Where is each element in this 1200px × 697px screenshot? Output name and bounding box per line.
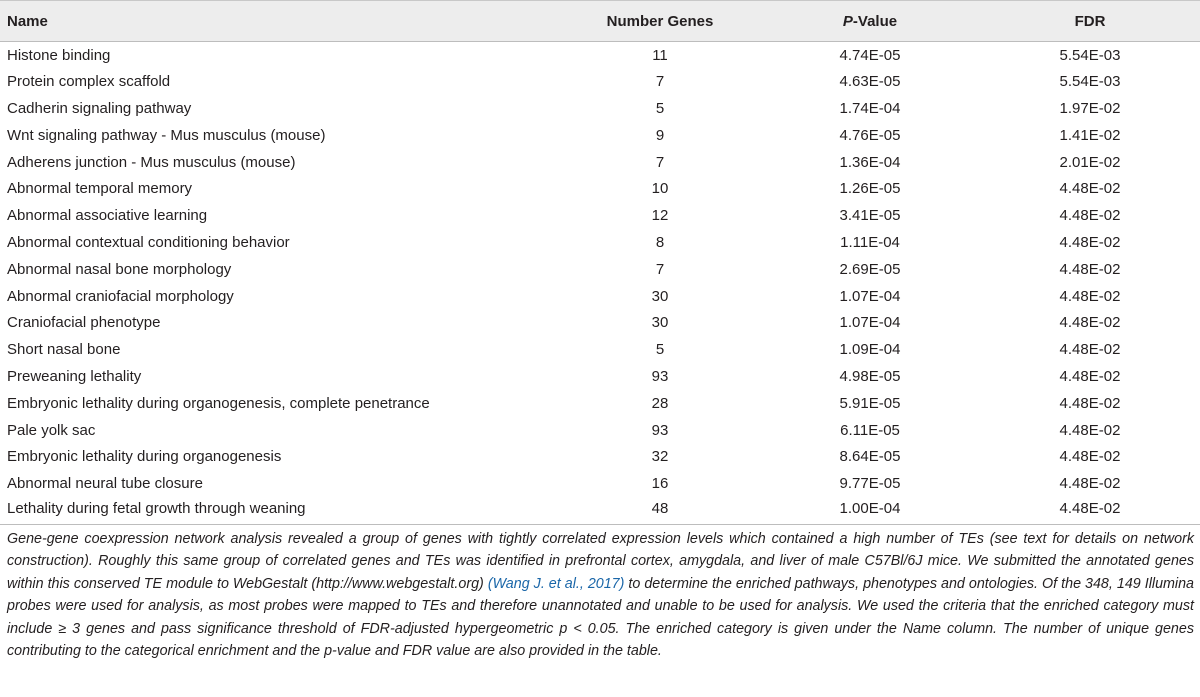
number-genes-cell: 28: [651, 394, 669, 412]
table-row: [0, 336, 1200, 363]
table-row: [0, 175, 1200, 202]
name-cell: Cadherin signaling pathway: [7, 99, 192, 117]
number-genes-cell: 48: [651, 499, 669, 517]
fdr-cell: 1.97E-02: [1059, 99, 1121, 117]
p-value-cell: 1.74E-04: [839, 99, 901, 117]
number-genes-cell: 5: [655, 99, 665, 117]
name-cell: Short nasal bone: [7, 341, 121, 359]
fdr-cell: 5.54E-03: [1059, 73, 1121, 91]
fdr-cell: 4.48E-02: [1059, 448, 1121, 466]
table-row: [0, 42, 1200, 69]
fdr-cell: 4.48E-02: [1059, 180, 1121, 198]
name-cell: Pale yolk sac: [7, 421, 96, 439]
table-row: [0, 283, 1200, 310]
name-cell: Craniofacial phenotype: [7, 314, 161, 332]
table-row: [0, 68, 1200, 95]
p-value-cell: 1.26E-05: [839, 180, 901, 198]
number-genes-cell: 32: [651, 448, 669, 466]
table-row: [0, 443, 1200, 470]
table-row: [0, 363, 1200, 390]
table-row: [0, 122, 1200, 149]
fdr-cell: 4.48E-02: [1059, 314, 1121, 332]
number-genes-cell: 9: [655, 126, 665, 144]
p-value-cell: 1.36E-04: [839, 153, 901, 171]
name-cell: Abnormal nasal bone morphology: [7, 260, 232, 278]
name-cell: Preweaning lethality: [7, 367, 142, 385]
number-genes-cell: 5: [655, 341, 665, 359]
name-cell: Abnormal associative learning: [7, 207, 208, 225]
number-genes-cell: 30: [651, 287, 669, 305]
p-value-cell: 8.64E-05: [839, 448, 901, 466]
table-row: [0, 202, 1200, 229]
p-value-cell: 1.09E-04: [839, 341, 901, 359]
number-genes-cell: 11: [652, 46, 668, 64]
name-cell: Protein complex scaffold: [7, 73, 171, 91]
table-footnote: [0, 525, 1200, 663]
number-genes-cell: 93: [651, 421, 669, 439]
number-genes-cell: 10: [651, 180, 669, 198]
citation-link[interactable]: (Wang J. et al., 2017): [487, 575, 625, 592]
name-cell: Abnormal neural tube closure: [7, 475, 203, 493]
name-cell: Lethality during fetal growth through weaning: [7, 499, 306, 517]
p-value-header-italic-p: P: [842, 12, 853, 30]
p-value-cell: 9.77E-05: [839, 475, 901, 493]
name-cell: Abnormal craniofacial morphology: [7, 287, 234, 305]
p-value-cell: 1.07E-04: [839, 314, 901, 332]
p-value-cell: 1.07E-04: [839, 287, 901, 305]
fdr-cell: 5.54E-03: [1059, 46, 1121, 64]
table-row: [0, 149, 1200, 176]
number-genes-cell: 7: [655, 260, 665, 278]
table-row: [0, 229, 1200, 256]
p-value-cell: 5.91E-05: [839, 394, 901, 412]
table-body: [0, 42, 1200, 524]
table-row: [0, 95, 1200, 122]
number-genes-cell: 7: [655, 153, 665, 171]
name-cell: Embryonic lethality during organogenesis, complete penetrance: [7, 394, 430, 412]
name-cell: Abnormal contextual conditioning behavior: [7, 233, 290, 251]
fdr-cell: 4.48E-02: [1059, 341, 1121, 359]
fdr-cell: 4.48E-02: [1059, 260, 1121, 278]
p-value-cell: 4.76E-05: [839, 126, 901, 144]
number-genes-cell: 30: [651, 314, 669, 332]
name-cell: Abnormal temporal memory: [7, 180, 193, 198]
p-value-cell: 4.74E-05: [839, 46, 901, 64]
number-genes-column-header: Number Genes: [606, 12, 714, 30]
p-value-cell: 6.11E-05: [840, 421, 900, 439]
name-cell: Histone binding: [7, 46, 111, 64]
p-value-cell: 2.69E-05: [839, 260, 901, 278]
number-genes-cell: 93: [651, 367, 669, 385]
table-row: [0, 309, 1200, 336]
p-value-cell: 3.41E-05: [839, 207, 901, 225]
p-value-column-header: [760, 1, 980, 42]
name-cell: Embryonic lethality during organogenesis: [7, 448, 282, 466]
table-row: [0, 470, 1200, 497]
table-bottom-rule: [0, 524, 1200, 525]
fdr-cell: 4.48E-02: [1059, 394, 1121, 412]
table-row: [0, 256, 1200, 283]
p-value-header-suffix: -Value: [852, 12, 898, 30]
name-cell: Wnt signaling pathway - Mus musculus (mouse): [7, 126, 326, 144]
fdr-cell: 4.48E-02: [1059, 421, 1121, 439]
fdr-cell: 2.01E-02: [1059, 153, 1121, 171]
footnote-text-part2: to determine the enriched pathways, phenotypes and ontologies. Of the 348, 149 Illumina probes were used for analysis, as most probes were mapped to TEs and therefore unannotated and unable to be used for analysis. We used the criteria that the enriched category must include ≥ 3 genes and pass significance threshold of FDR-adjusted hypergeometric p < 0.05. The enriched category is given under the Name column. The number of unique genes contributing to the categorical enrichment and the p-value and FDR value are also provided in the table.: [7, 575, 1195, 660]
name-cell: Adherens junction - Mus musculus (mouse): [7, 153, 296, 171]
p-value-cell: 1.00E-04: [839, 499, 901, 517]
fdr-column-header: FDR: [1074, 12, 1106, 30]
number-genes-cell: 8: [655, 233, 665, 251]
table-row: [0, 417, 1200, 444]
fdr-cell: 1.41E-02: [1059, 126, 1121, 144]
fdr-cell: 4.48E-02: [1059, 499, 1121, 517]
fdr-cell: 4.48E-02: [1059, 233, 1121, 251]
footnote-text-part1: Gene-gene coexpression network analysis revealed a group of genes with tightly correlated expression levels which contained a high number of TEs (see text for details on network construction). Roughly this same group of correlated genes and TEs was identified in prefrontal cortex, amygdala, and liver of male C57Bl/6J mice. We submitted the annotated genes within this conserved TE module to WebGestalt (http://www.webgestalt.org): [7, 530, 1194, 592]
name-column-header: Name: [7, 12, 48, 30]
number-genes-cell: 7: [655, 73, 665, 91]
number-genes-cell: 12: [651, 207, 669, 225]
p-value-cell: 4.63E-05: [839, 73, 901, 91]
table-row: [0, 390, 1200, 417]
fdr-cell: 4.48E-02: [1059, 367, 1121, 385]
number-genes-cell: 16: [651, 475, 669, 493]
fdr-cell: 4.48E-02: [1059, 207, 1121, 225]
header-row: [0, 1, 1200, 42]
table-header: [0, 1, 1200, 42]
fdr-cell: 4.48E-02: [1059, 475, 1121, 493]
p-value-cell: 4.98E-05: [839, 367, 901, 385]
table-row: [0, 497, 1200, 524]
fdr-cell: 4.48E-02: [1059, 287, 1121, 305]
p-value-cell: 1.11E-04: [840, 233, 900, 251]
